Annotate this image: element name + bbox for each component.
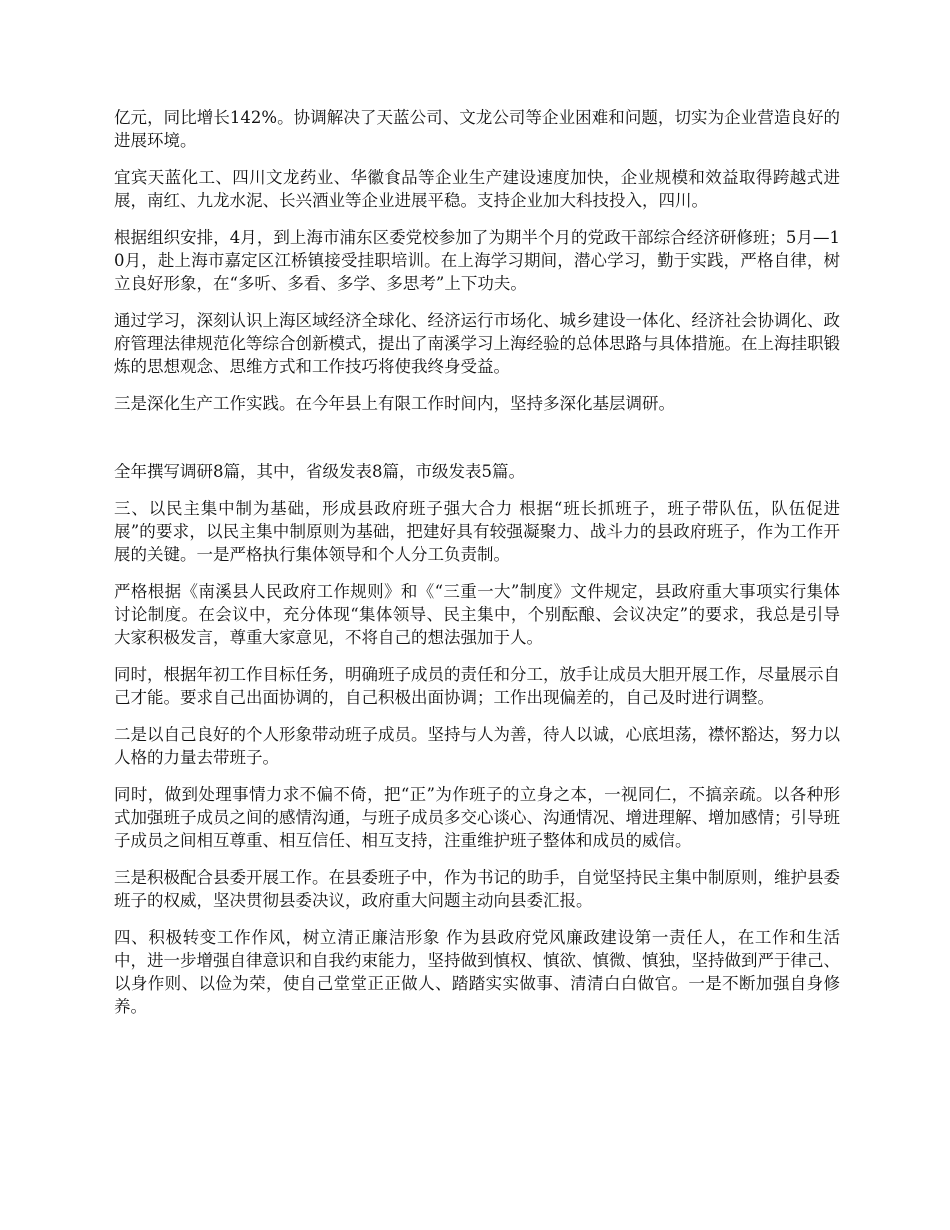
paragraph: 三、以民主集中制为基础，形成县政府班子强大合力 根据“班长抓班子，班子带队伍，队伍促进展”的要求，以民主集中制原则为基础，把建好具有较强凝聚力、战斗力的县政府班子，作为工作开展的关键。一是严格执行集体领导和个人分工负责制。 (114, 499, 840, 564)
paragraph: 三是积极配合县委开展工作。在县委班子中，作为书记的助手，自觉坚持民主集中制原则，维护县委班子的权威，坚决贯彻县委决议，政府重大问题主动向县委汇报。 (114, 868, 840, 910)
paragraph: 严格根据《南溪县人民政府工作规则》和《“三重一大”制度》文件规定，县政府重大事项实行集体讨论制度。在会议中，充分体现“集体领导、民主集中，个别酝酿、会议决定”的要求，我总是引导大家积极发言，尊重大家意见，不将自己的想法强加于人。 (114, 582, 840, 647)
paragraph: 根据组织安排，4月，到上海市浦东区委党校参加了为期半个月的党政干部综合经济研修班；5月—10月，赴上海市嘉定区江桥镇接受挂职培训。在上海学习期间，潜心学习，勤于实践，严格自律，树立良好形象，在“多听、多看、多学、多思考”上下功夫。 (114, 228, 840, 293)
paragraph: 三是深化生产工作实践。在今年县上有限工作时间内，坚持多深化基层调研。 (114, 394, 675, 413)
paragraph: 同时，根据年初工作目标任务，明确班子成员的责任和分工，放手让成员大胆开展工作，尽量展示自己才能。要求自己出面协调的，自己积极出面协调；工作出现偏差的，自己及时进行调整。 (114, 665, 840, 707)
paragraph: 同时，做到处理事情力求不偏不倚，把“正”为作班子的立身之本，一视同仁，不搞亲疏。以各种形式加强班子成员之间的感情沟通，与班子成员多交心谈心、沟通情况、增进理解、增加感情；引导班子成员之间相互尊重、相互信任、相互支持，注重维护班子整体和成员的威信。 (114, 785, 840, 850)
document-body (114, 106, 840, 1032)
paragraph: 全年撰写调研8篇，其中，省级发表8篇，市级发表5篇。 (114, 462, 525, 481)
paragraph: 四、积极转变工作作风，树立清正廉洁形象 作为县政府党风廉政建设第一责任人，在工作和生活中，进一步增强自律意识和自我约束能力，坚持做到慎权、慎欲、慎微、慎独，坚持做到严于律己、以身作则、以俭为荣，使自己堂堂正正做人、踏踏实实做事、清清白白做官。一是不断加强自身修养。 (114, 928, 840, 1016)
paragraph: 亿元，同比增长142%。协调解决了天蓝公司、文龙公司等企业困难和问题，切实为企业营造良好的进展环境。 (114, 108, 840, 150)
paragraph: 宜宾天蓝化工、四川文龙药业、华徽食品等企业生产建设速度加快，企业规模和效益取得跨越式进展，南红、九龙水泥、长兴酒业等企业进展平稳。支持企业加大科技投入，四川。 (114, 168, 840, 210)
paragraph: 二是以自己良好的个人形象带动班子成员。坚持与人为善，待人以诚，心底坦荡，襟怀豁达，努力以人格的力量去带班子。 (114, 725, 840, 767)
paragraph: 通过学习，深刻认识上海区域经济全球化、经济运行市场化、城乡建设一体化、经济社会协调化、政府管理法律规范化等综合创新模式，提出了南溪学习上海经验的总体思路与具体措施。在上海挂职锻炼的思想观念、思维方式和工作技巧将使我终身受益。 (114, 311, 840, 376)
